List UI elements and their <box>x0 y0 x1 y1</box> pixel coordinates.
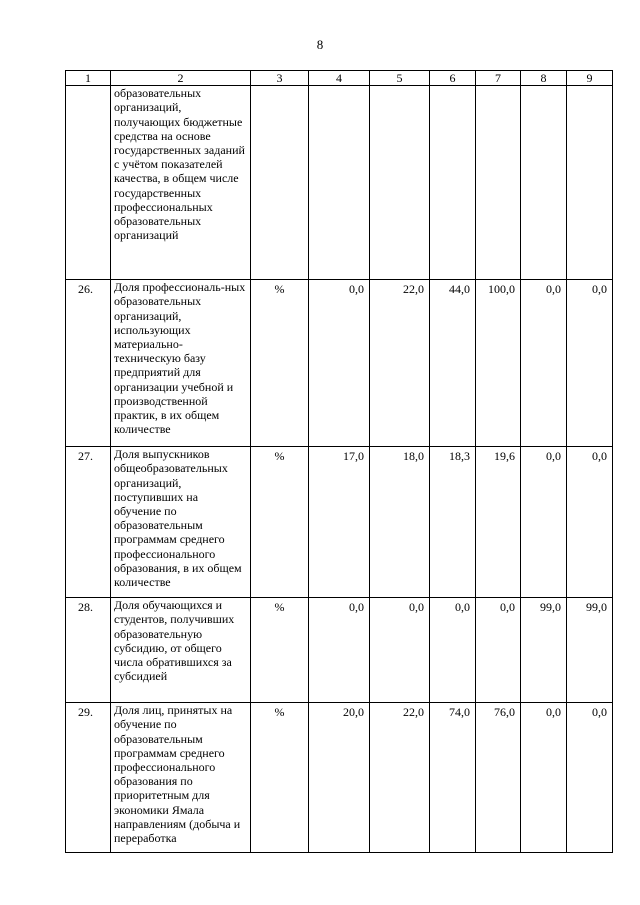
value-cell: 0,0 <box>567 447 613 598</box>
value-cell <box>370 86 430 280</box>
value-cell: 99,0 <box>521 598 567 703</box>
row-number: 28. <box>66 598 111 703</box>
value-cell: 99,0 <box>567 598 613 703</box>
value-cell <box>430 86 476 280</box>
table-row <box>66 280 613 447</box>
indicator-name: Доля выпускников общеобразовательных организаций, поступивших на обучение по образовательным программам среднего профессионального образования, в их общем количестве <box>111 447 251 598</box>
value-cell: 0,0 <box>521 280 567 447</box>
column-header: 6 <box>430 71 476 86</box>
column-header: 8 <box>521 71 567 86</box>
value-cell: 0,0 <box>430 598 476 703</box>
value-cell <box>309 86 370 280</box>
column-header: 7 <box>476 71 521 86</box>
value-cell: 22,0 <box>370 280 430 447</box>
unit-cell: % <box>251 703 309 853</box>
value-cell: 22,0 <box>370 703 430 853</box>
unit-cell: % <box>251 598 309 703</box>
table-row <box>66 447 613 598</box>
column-header: 9 <box>567 71 613 86</box>
row-number: 27. <box>66 447 111 598</box>
value-cell: 20,0 <box>309 703 370 853</box>
value-cell: 19,6 <box>476 447 521 598</box>
indicator-name: Доля профессиональ-ных образовательных организаций, использующих материально-техническую базу предприятий для организации учебной и производственной практик, в их общем количестве <box>111 280 251 447</box>
value-cell: 0,0 <box>476 598 521 703</box>
column-header: 2 <box>111 71 251 86</box>
value-cell <box>567 86 613 280</box>
value-cell: 0,0 <box>521 447 567 598</box>
column-header: 1 <box>66 71 111 86</box>
value-cell: 0,0 <box>309 598 370 703</box>
column-header: 5 <box>370 71 430 86</box>
value-cell: 0,0 <box>567 703 613 853</box>
value-cell: 0,0 <box>370 598 430 703</box>
value-cell: 18,0 <box>370 447 430 598</box>
unit-cell: % <box>251 280 309 447</box>
table-row <box>66 598 613 703</box>
row-number: 29. <box>66 703 111 853</box>
value-cell: 100,0 <box>476 280 521 447</box>
column-header: 3 <box>251 71 309 86</box>
row-number <box>66 86 111 280</box>
table-row <box>66 86 613 280</box>
value-cell: 17,0 <box>309 447 370 598</box>
indicator-name: образовательных организаций, получающих бюджетные средства на основе государственных заданий с учётом показателей качества, в общем числе государственных профессиональных образовательных организаций <box>111 86 251 280</box>
row-number: 26. <box>66 280 111 447</box>
indicator-name: Доля обучающихся и студентов, получивших образовательную субсидию, от общего числа обратившихся за субсидией <box>111 598 251 703</box>
table-row <box>66 703 613 853</box>
indicator-name: Доля лиц, принятых на обучение по образовательным программам среднего профессионального образования по приоритетным для экономики Ямала направлениям (добыча и переработка <box>111 703 251 853</box>
value-cell: 76,0 <box>476 703 521 853</box>
value-cell <box>476 86 521 280</box>
unit-cell: % <box>251 447 309 598</box>
page-number: 8 <box>316 37 324 52</box>
table-header-row <box>66 71 613 86</box>
value-cell: 0,0 <box>309 280 370 447</box>
indicators-table <box>65 70 613 853</box>
value-cell: 74,0 <box>430 703 476 853</box>
value-cell <box>521 86 567 280</box>
column-header: 4 <box>309 71 370 86</box>
value-cell: 18,3 <box>430 447 476 598</box>
value-cell: 44,0 <box>430 280 476 447</box>
unit-cell <box>251 86 309 280</box>
value-cell: 0,0 <box>567 280 613 447</box>
value-cell: 0,0 <box>521 703 567 853</box>
